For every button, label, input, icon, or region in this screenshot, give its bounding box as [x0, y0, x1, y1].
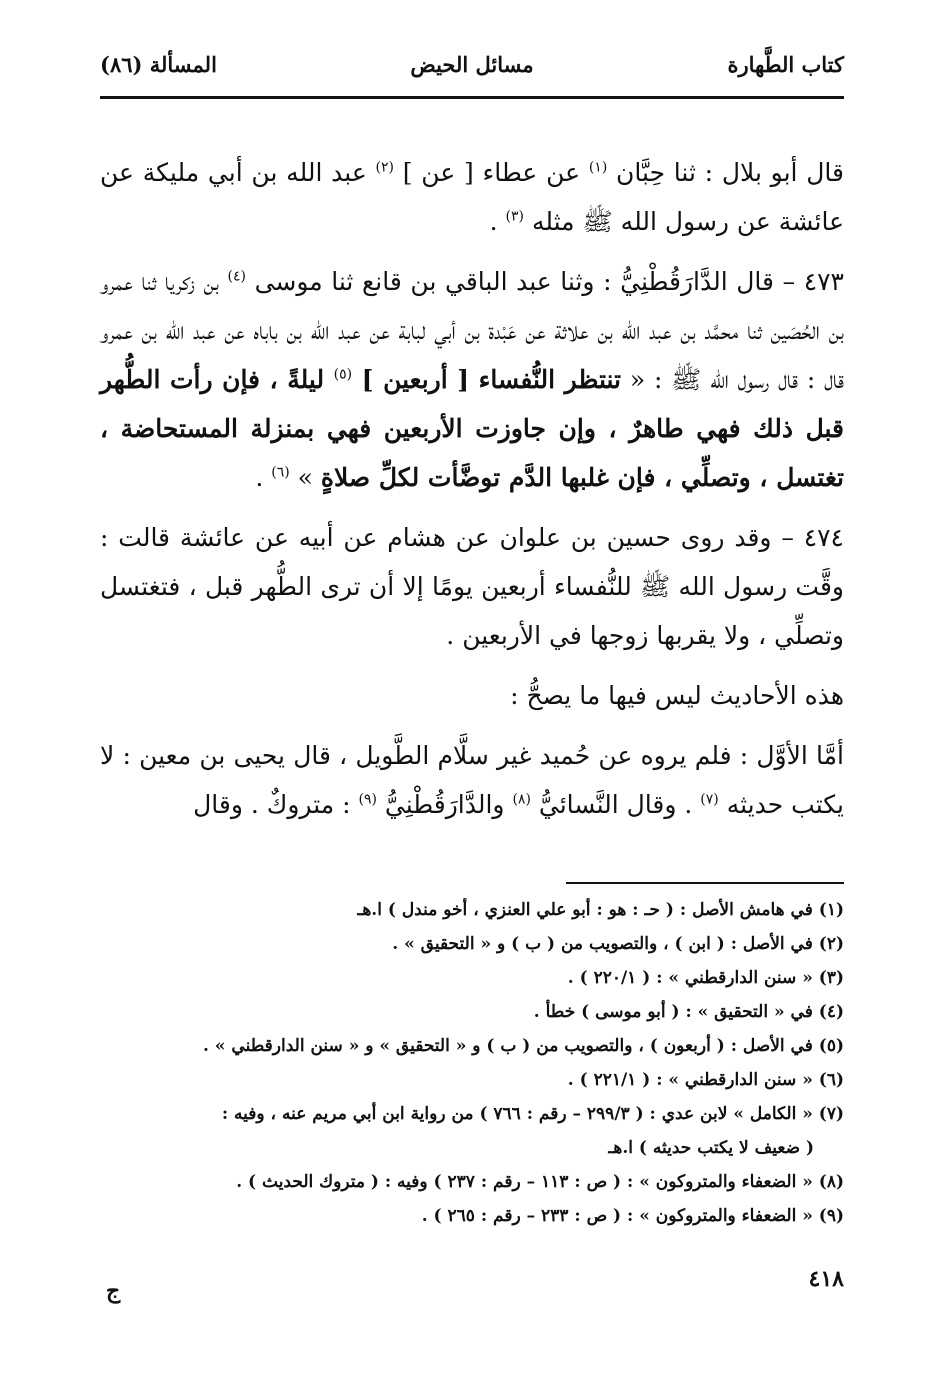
footnote-ref: (٣)	[505, 208, 525, 225]
footnote-separator	[566, 882, 844, 884]
paragraph-hadith-474: ٤٧٤ – وقد روى حسين بن علوان عن هشام عن أبيه عن عائشة قالت : وقَّت رسول الله ﷺ للنُّفساء أربعين يومًا إلا أن ترى الطُّهر قبل ، فتغتسل وتصلِّي ، ولا يقربها زوجها في الأربعين .	[100, 523, 844, 650]
page-number: ٤١٨	[808, 1266, 844, 1292]
footnote-item: (٨) « الضعفاء والمتروكون » : ( ص : ١١٣ – رقم : ٢٣٧ ) وفيه : ( متروك الحديث ) .	[236, 1172, 844, 1192]
footnote-item: (٩) « الضعفاء والمتروكون » : ( ص : ٢٣٣ – رقم : ٢٦٥ ) .	[421, 1206, 844, 1226]
footnote-ref: (٤)	[227, 268, 246, 285]
paragraph-first-analysis: أمَّا الأوَّل : فلم يروه عن حُميد غير سلَّام الطَّويل ، قال يحيى بن معين : لا يكتب حديثه $^{(٧)}$ . وقال النَّسائيُّ $^{(٨)}$ والدَّارَقُطْنِيُّ $^{(٩)}$ : متروكٌ . وقال	[100, 741, 844, 819]
footnote-ref: (٦)	[271, 464, 290, 481]
section-title: مسائل الحيض	[410, 52, 534, 77]
paragraph-chain-narration: قال أبو بلال : ثنا حِبَّان $^{(١)}$ عن عطاء [ عن ] $^{(٢)}$ عبد الله بن أبي مليكة عن عائشة عن رسول الله ﷺ مثله $^{(٣)}$ .	[100, 158, 844, 236]
footnotes	[100, 893, 844, 1233]
footnote-item: (١) في هامش الأصل : ( حـ : هو : أبو علي العنزي ، أخو مندل ) ا.هـ	[357, 900, 844, 920]
paragraph-hadith-473: ٤٧٣ – قال الدَّارَقُطْنِيُّ : وثنا عبد الباقي بن قانع ثنا موسى $^{(٤)}$ بن زكريا ثنا عمرو بن الحُصَين ثنا محمَّد بن عبد الله بن علاثة عن عَبْدة بن أبي لبابة عن عبد الله بن باباه عن عبد الله بن عمرو قال : قال رسول الله ﷺ : « تنتظر النُّفساء [ أربعين ] $^{(٥)}$ ليلةً ، فإن رأت الطُّهر قبل ذلك فهي طاهرٌ ، وإن جاوزت الأربعين فهي بمنزلة المستحاضة ، تغتسل ، وتصلِّي ، فإن غلبها الدَّم توضَّأت لكلِّ صلاةٍ » $^{(٦)}$ .	[100, 267, 844, 492]
paragraph-ruling: هذه الأحاديث ليس فيها ما يصحُّ :	[510, 681, 844, 710]
footnote-ref: (٧)	[700, 791, 719, 808]
book-title: كتاب الطَّهارة	[727, 52, 844, 77]
hadith-text: تنتظر النُّفساء [ أربعين ]	[352, 365, 622, 394]
footnote-item-continuation: ( ضعيف لا يكتب حديثه ) ا.هـ	[608, 1138, 814, 1158]
footnote-ref: (٥)	[333, 366, 353, 383]
footnote-item: (٧) « الكامل » لابن عدي : ( ٢٩٩/٣ – رقم : ٧٦٦ ) من رواية ابن أبي مريم عنه ، وفيه :	[221, 1104, 844, 1124]
footnote-item: (٢) في الأصل : ( ابن ) ، والتصويب من ( ب ) و « التحقيق » .	[392, 934, 844, 954]
footnote-ref: (١)	[588, 159, 608, 176]
issue-label: المسألة (٨٦)	[100, 52, 217, 77]
footnote-ref: (٢)	[375, 159, 394, 176]
running-header	[100, 52, 844, 92]
footnote-item: (٤) في « التحقيق » : ( أبو موسى ) خطأ .	[533, 1002, 844, 1022]
main-text	[100, 148, 844, 829]
footnote-item: (٣) « سنن الدارقطني » : ( ٢٢٠/١ ) .	[567, 968, 844, 988]
footnote-ref: (٩)	[358, 791, 377, 808]
footnote-ref: (٨)	[512, 791, 531, 808]
printer-signature: ج	[106, 1278, 121, 1304]
hadith-text: ليلةً ، فإن رأت الطُّهر قبل ذلك فهي طاهرٌ ، وإن جاوزت الأربعين فهي بمنزلة المستحاضة ، تغتسل ، وتصلِّي ، فإن غلبها الدَّم توضَّأت لكلِّ صلاةٍ	[100, 365, 844, 492]
header-rule	[100, 96, 844, 99]
footnote-item: (٥) في الأصل : ( أربعون ) ، والتصويب من ( ب ) و « التحقيق » و « سنن الدارقطني » .	[203, 1036, 844, 1056]
footnote-item: (٦) « سنن الدارقطني » : ( ٢٢١/١ ) .	[567, 1070, 844, 1090]
